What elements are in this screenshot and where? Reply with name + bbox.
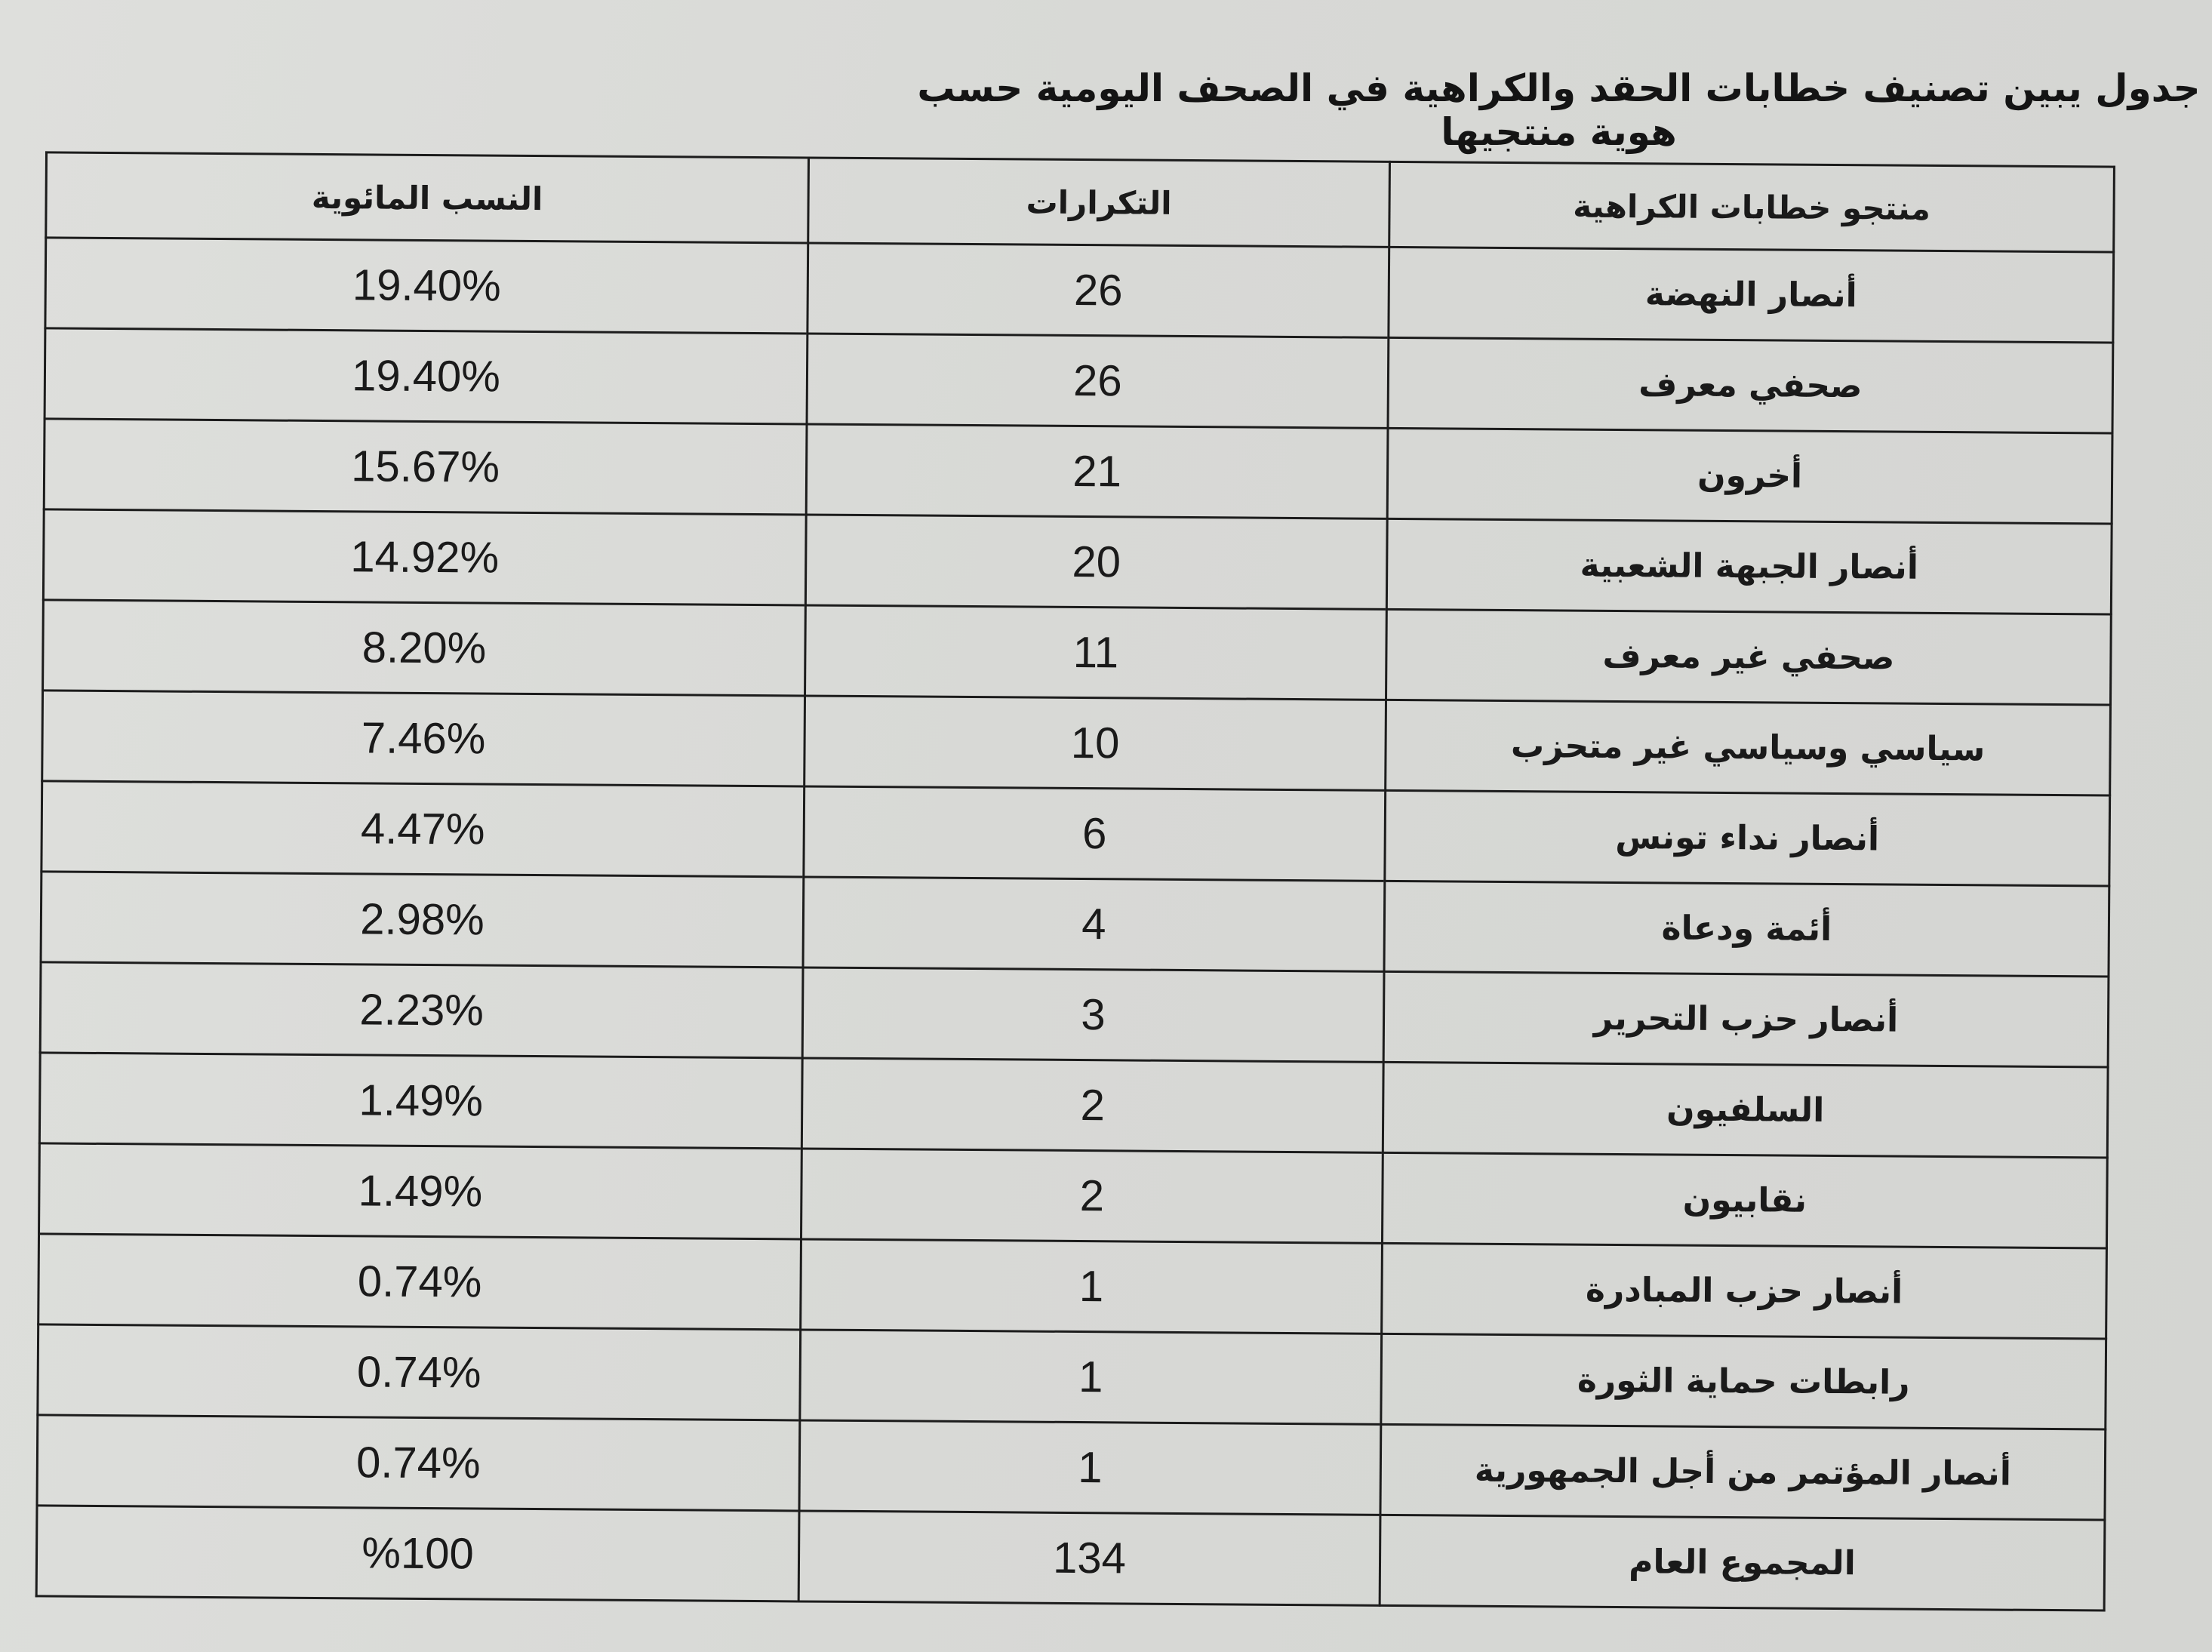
table-header-row	[46, 152, 2115, 252]
frequency-cell: 3	[802, 968, 1384, 1062]
table-row	[43, 509, 2112, 614]
table-row	[37, 1415, 2106, 1520]
percentage-cell: 0.74%	[38, 1324, 801, 1420]
percentage-cell: 4.47%	[42, 781, 805, 877]
total-row	[36, 1506, 2105, 1610]
header-frequencies: التكرارات	[808, 158, 1390, 247]
header-percentages: النسب المائوية	[46, 152, 809, 243]
percentage-cell: 19.40%	[45, 238, 808, 334]
header-producers: منتجو خطابات الكراهية	[1389, 162, 2115, 252]
frequency-cell: 26	[807, 334, 1389, 428]
frequency-cell: 2	[801, 1149, 1383, 1243]
producer-cell: أنصار الجبهة الشعبية	[1386, 518, 2112, 614]
total-frequency-cell: 134	[798, 1511, 1380, 1605]
frequency-cell: 21	[806, 424, 1388, 518]
table-row	[41, 872, 2109, 977]
producer-cell: صحفي معرف	[1388, 337, 2113, 433]
percentage-cell: 19.40%	[45, 328, 808, 424]
frequency-cell: 1	[799, 1420, 1381, 1515]
total-percentage-cell: %100	[36, 1506, 799, 1601]
producer-cell: رابطات حماية الثورة	[1381, 1334, 2106, 1429]
table-title: جدول يبين تصنيف خطابات الحقد والكراهية في الصحف اليومية حسب هوية منتجيها	[917, 66, 2201, 154]
percentage-cell: 14.92%	[43, 509, 806, 605]
producer-cell: أنصار النهضة	[1389, 247, 2114, 343]
table-row	[38, 1324, 2106, 1429]
frequency-cell: 20	[805, 515, 1387, 609]
percentage-cell: 1.49%	[39, 1053, 802, 1149]
table-container	[35, 151, 2113, 1611]
producer-cell: نقابيون	[1382, 1152, 2107, 1248]
hate-speech-producers-table	[35, 151, 2115, 1611]
frequency-cell: 1	[801, 1239, 1383, 1334]
producer-cell: صحفي غير معرف	[1386, 609, 2112, 705]
frequency-cell: 2	[801, 1058, 1383, 1152]
table-row	[45, 328, 2113, 433]
percentage-cell: 7.46%	[42, 691, 805, 786]
percentage-cell: 8.20%	[43, 600, 806, 696]
frequency-cell: 26	[808, 243, 1389, 337]
percentage-cell: 0.74%	[37, 1415, 800, 1511]
producer-cell: سياسي وسياسي غير متحزب	[1386, 700, 2111, 795]
table-row	[42, 691, 2111, 795]
producer-cell: أنصار المؤتمر من أجل الجمهورية	[1380, 1424, 2106, 1520]
producer-cell: أنصار حزب التحرير	[1383, 971, 2109, 1067]
percentage-cell: 2.98%	[41, 872, 804, 968]
percentage-cell: 1.49%	[39, 1143, 802, 1239]
table-body	[36, 238, 2113, 1610]
table-row	[38, 1234, 2107, 1339]
producer-cell: أنصار حزب المبادرة	[1382, 1243, 2107, 1339]
frequency-cell: 4	[803, 877, 1385, 971]
frequency-cell: 11	[805, 605, 1387, 700]
table-row	[43, 600, 2112, 705]
producer-cell: أئمة ودعاة	[1384, 881, 2109, 977]
percentage-cell: 15.67%	[44, 419, 807, 515]
frequency-cell: 1	[800, 1330, 1382, 1424]
total-label-cell: المجموع العام	[1380, 1515, 2105, 1610]
frequency-cell: 6	[804, 786, 1386, 881]
percentage-cell: 2.23%	[40, 962, 803, 1058]
table-row	[42, 781, 2110, 886]
producer-cell: السلفيون	[1383, 1062, 2108, 1158]
frequency-cell: 10	[805, 696, 1386, 790]
table-row	[40, 962, 2109, 1067]
producer-cell: أنصار نداء تونس	[1385, 790, 2110, 886]
table-row	[45, 238, 2114, 343]
producer-cell: أخرون	[1387, 428, 2112, 524]
table-row	[39, 1053, 2108, 1158]
table-row	[44, 419, 2112, 524]
table-row	[39, 1143, 2108, 1248]
percentage-cell: 0.74%	[38, 1234, 801, 1330]
